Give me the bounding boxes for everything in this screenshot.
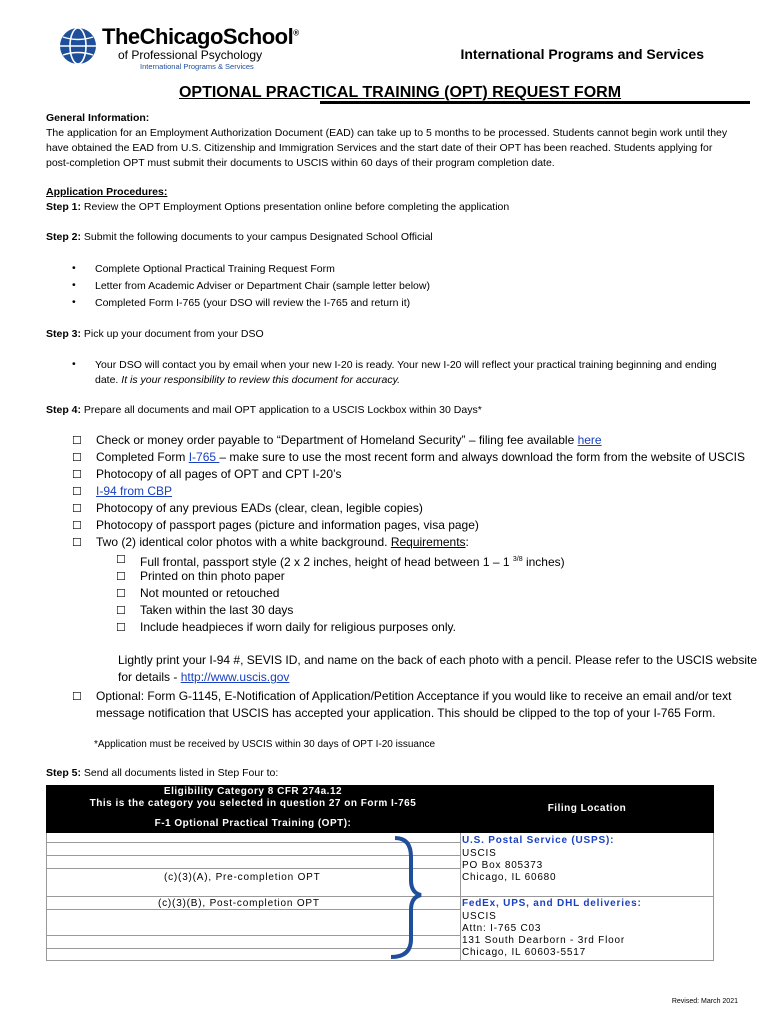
checkbox-icon[interactable]: ☐	[72, 435, 82, 447]
checkbox-icon[interactable]: ☐	[72, 469, 82, 481]
logo-subtitle: of Professional Psychology	[118, 48, 263, 62]
step-3: Step 3: Pick up your document from your DSO	[46, 328, 264, 340]
general-text-2: have obtained the EAD from U.S. Citizenship and Immigration Services and the start date of their OPT has been reached. Students applying for	[46, 142, 713, 154]
photo-req-3: Not mounted or retouched	[140, 586, 280, 600]
i94-link[interactable]: I-94 from CBP	[96, 484, 173, 498]
header-line-3: F-1 Optional Practical Training (OPT):	[154, 818, 352, 829]
checkbox-icon[interactable]: ☐	[72, 452, 82, 464]
check-item-photos: Two (2) identical color photos with a white background. Requirements:	[96, 535, 469, 549]
checkbox-icon[interactable]: ☐	[116, 605, 126, 617]
checkbox-icon[interactable]: ☐	[116, 622, 126, 634]
checkbox-icon[interactable]: ☐	[116, 571, 126, 583]
table-header-right	[460, 785, 714, 833]
procedures-heading: Application Procedures:	[46, 186, 168, 198]
here-link[interactable]: here	[577, 433, 602, 447]
title-rule	[320, 101, 750, 104]
check-item-fee: Check or money order payable to “Department of Homeland Security” – filing fee available here	[96, 433, 602, 447]
lightly-print-line1: Lightly print your I-94 #, SEVIS ID, and name on the back of each photo with a pencil. Please refer to the USCIS website	[118, 653, 758, 667]
bullet: •	[72, 358, 76, 370]
checkbox-icon[interactable]: ☐	[72, 520, 82, 532]
bullet: •	[72, 279, 76, 291]
usps-line: PO Box 805373	[462, 860, 544, 871]
fedex-heading: FedEx, UPS, and DHL deliveries:	[462, 898, 642, 909]
check-item-i20: Photocopy of all pages of OPT and CPT I-20’s	[96, 467, 342, 481]
photo-req-2: Printed on thin photo paper	[140, 569, 285, 583]
logo-subtitle-2: International Programs & Services	[140, 62, 254, 71]
check-item-passport: Photocopy of passport pages (picture and information pages, visa page)	[96, 518, 479, 532]
table-border	[713, 833, 714, 961]
usps-line: USCIS	[462, 848, 497, 859]
step-5: Step 5: Send all documents listed in Step Four to:	[46, 767, 279, 779]
checkbox-icon[interactable]: ☐	[116, 554, 126, 566]
table-header-left	[46, 785, 460, 833]
general-text-3: post-completion OPT must submit their documents to USCIS within 60 days of their program completion date.	[46, 157, 555, 169]
check-item-ead: Photocopy of any previous EADs (clear, clean, legible copies)	[96, 501, 423, 515]
fedex-line: Attn: I-765 C03	[462, 923, 542, 934]
header-line-1: Eligibility Category 8 CFR 274a.12	[163, 786, 343, 797]
step3-item-line1: Your DSO will contact you by email when your new I-20 is ready. Your new I-20 will reflect your practical training beginning and ending	[95, 359, 717, 371]
general-heading: General Information:	[46, 112, 150, 124]
globe-logo-icon	[58, 26, 98, 66]
step-2: Step 2: Submit the following documents to your campus Designated School Official	[46, 231, 433, 243]
table-border	[46, 833, 47, 961]
photo-req-4: Taken within the last 30 days	[140, 603, 294, 617]
step2-item: Completed Form I-765 (your DSO will review the I-765 and return it)	[95, 297, 411, 309]
lightly-print-line2: for details - http://www.uscis.gov	[118, 670, 290, 684]
step3-item-line2: date. It is your responsibility to review this document for accuracy.	[95, 374, 401, 386]
filing-location-heading: Filing Location	[547, 803, 627, 814]
i765-link[interactable]: I-765	[188, 450, 220, 464]
table-rule	[46, 896, 714, 897]
bullet: •	[72, 262, 76, 274]
table-border	[460, 833, 461, 961]
step2-item: Complete Optional Practical Training Request Form	[95, 263, 335, 275]
general-text-1: The application for an Employment Authorization Document (EAD) can take up to 5 months to be processed. Students cannot begin work until they	[46, 127, 728, 139]
fedex-line: USCIS	[462, 911, 497, 922]
check-item-i765: Completed Form I-765 – make sure to use the most recent form and always download the form from the website of USCIS	[96, 450, 745, 464]
category-post-completion: (c)(3)(B), Post-completion OPT	[158, 898, 320, 909]
step-1: Step 1: Review the OPT Employment Options presentation online before completing the application	[46, 201, 510, 213]
department-name: International Programs and Services	[460, 46, 704, 62]
checkbox-icon[interactable]: ☐	[72, 486, 82, 498]
bullet: •	[72, 296, 76, 308]
brace-icon	[381, 835, 441, 960]
optional-g1145-line2: message notification that USCIS has accepted your application. This should be clipped to the top of your I-765 Form.	[96, 706, 716, 720]
fedex-line: Chicago, IL 60603-5517	[462, 947, 586, 958]
step2-item: Letter from Academic Adviser or Department Chair (sample letter below)	[95, 280, 430, 292]
page-title: OPTIONAL PRACTICAL TRAINING (OPT) REQUEST FORM	[178, 84, 622, 101]
check-item-i94	[96, 483, 172, 500]
filing-table	[46, 785, 714, 961]
logo-name: TheChicagoSchool®	[102, 24, 299, 49]
usps-line: Chicago, IL 60680	[462, 872, 557, 883]
step-4: Step 4: Prepare all documents and mail OPT application to a USCIS Lockbox within 30 Days*	[46, 404, 482, 416]
category-pre-completion: (c)(3)(A), Pre-completion OPT	[164, 872, 321, 883]
checkbox-icon[interactable]: ☐	[72, 503, 82, 515]
photo-req-5: Include headpieces if worn daily for religious purposes only.	[140, 620, 456, 634]
uscis-link[interactable]: http://www.uscis.gov	[180, 670, 290, 684]
revised-date: Revised: March 2021	[671, 998, 738, 1005]
checkbox-icon[interactable]: ☐	[72, 537, 82, 549]
table-rule	[46, 960, 714, 961]
logo	[58, 24, 299, 72]
checkbox-icon[interactable]: ☐	[72, 691, 82, 703]
fedex-line: 131 South Dearborn - 3rd Floor	[462, 935, 625, 946]
checkbox-icon[interactable]: ☐	[116, 588, 126, 600]
photo-req-1: Full frontal, passport style (2 x 2 inches, height of head between 1 – 1 $^{3/8}$ inches)	[140, 555, 565, 569]
application-note: *Application must be received by USCIS within 30 days of OPT I-20 issuance	[94, 739, 436, 750]
usps-heading: U.S. Postal Service (USPS):	[462, 835, 615, 846]
optional-g1145-line1: Optional: Form G-1145, E-Notification of Application/Petition Acceptance if you would like to receive an email and/or text	[96, 689, 732, 703]
header-line-2: This is the category you selected in question 27 on Form I-765	[89, 798, 417, 809]
